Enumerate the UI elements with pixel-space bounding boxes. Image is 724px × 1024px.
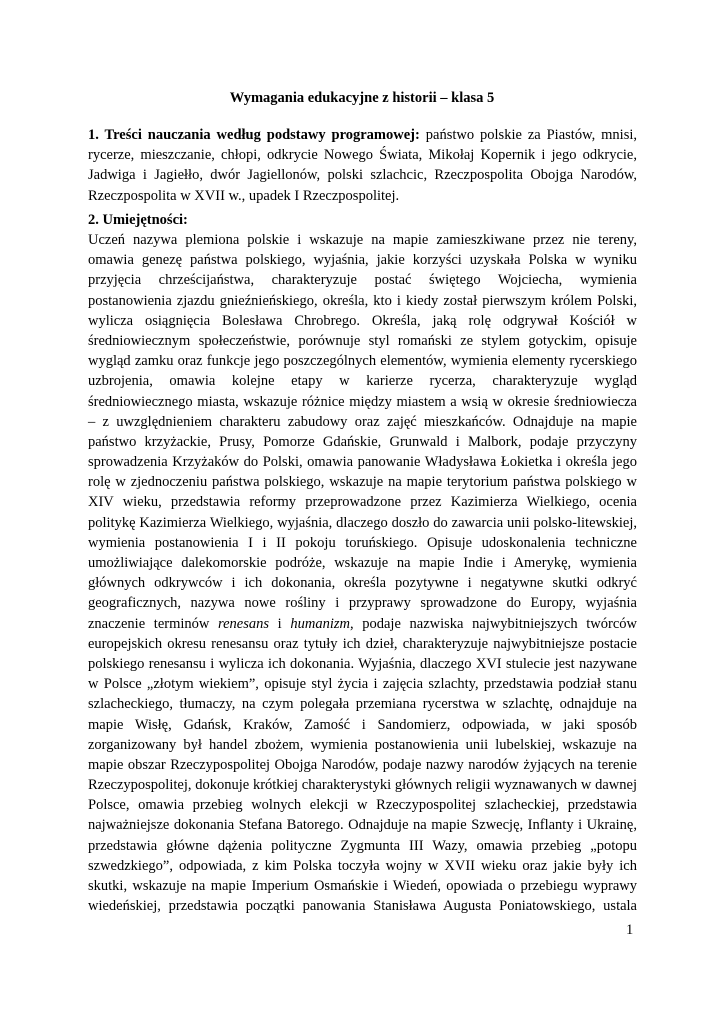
term-renesans: renesans (218, 615, 270, 632)
section-2-line: najważniejsze dokonania Stefana Batorego. Odnajduje na mapie Szwecję, Inflanty i Ukrainę, (88, 817, 637, 834)
section-2-line: wiedeńskiej, przedstawia początki panowania Stanisława Augusta Poniatowskiego, ustala (88, 898, 637, 915)
page-number: 1 (626, 922, 634, 938)
section-1-heading: 1. Treści nauczania według podstawy programowej: (88, 127, 420, 143)
section-2-line: postanowienia zjazdu gnieźnieńskiego, określa, kto i kiedy został pierwszym królem Polski, (88, 292, 637, 309)
section-2-line: mapie Wisłę, Gdańsk, Kraków, Zamość i Sandomierz, odpowiada, w jaki sposób (88, 716, 637, 733)
section-2-line: zorganizowany był handel zbożem, wymienia postanowienia unii lubelskiej, wskazuje na (88, 736, 637, 753)
section-2-line: umożliwiające dalekomorskie podróże, wskazuje na mapie Indie i Amerykę, wymienia (88, 555, 637, 571)
section-1-paragraph (88, 125, 637, 206)
terms-before: znaczenie terminów (88, 615, 218, 632)
term-humanizm: humanizm (290, 615, 350, 632)
section-2-heading: 2. Umiejętności: (88, 212, 188, 228)
section-2-line: średniowiecznym społeczeństwie, porównuje styl romański ze stylem gotyckim, opisuje (88, 332, 637, 349)
section-2-line: geograficznych, nazywa nowe rośliny i przyprawy sprowadzone do Europy, wyjaśnia (88, 595, 637, 612)
section-1-line-3: Jadwiga i Jagiełło, dwór Jagiellonów, polski szlachcic, Rzeczpospolita Obojga Narodów, (88, 167, 637, 184)
document-title: Wymagania edukacyjne z historii – klasa 5 (229, 90, 495, 106)
section-2-line: głównych odkrywców i ich dokonania, określa pozytywne i negatywne skutki odkryć (88, 575, 637, 592)
section-2-line: politykę Kazimierza Wielkiego, wyjaśnia, dlaczego doszło do zawarcia unii polsko-litewskiej, (88, 514, 637, 531)
section-2-line: polskiego renesansu i wylicza ich dokonania. Wyjaśnia, dlaczego XVI stulecie jest nazywane (88, 655, 637, 672)
terms-after: , podaje nazwiska najwybitniejszych twórców (349, 615, 638, 632)
section-2-line: uzbrojenia, omawia kolejne etapy w karierze rycerza, charakteryzuje wygląd (88, 373, 637, 390)
section-2-line: wylicza osiągnięcia Bolesława Chrobrego. Określa, jaką rolę odgrywał Kościół w (88, 312, 637, 329)
section-2-line: omawia genezę państwa polskiego, wyjaśnia, jakie korzyści uzyskała Polska w wyniku (88, 252, 637, 269)
section-1-line-1-text: państwo polskie za Piastów, mnisi, (419, 127, 637, 143)
section-2-line: w Polsce „złotym wiekiem”, opisuje styl życia i zajęcia szlachty, przedstawia podział stanu (88, 676, 637, 693)
section-2-line: wygląd zamku oraz funkcje jego poszczególnych elementów, wymienia elementy rycerskiego (88, 353, 637, 370)
section-2-line: szlacheckiego, tłumaczy, na czym polegała przemiana rycerstwa w szlachtę, odnajduje na (88, 696, 637, 713)
section-2-line: przyjęcia chrześcijaństwa, charakteryzuje postać świętego Wojciecha, wymienia (88, 272, 637, 289)
section-2-line: mapie obszar Rzeczypospolitej Obojga Narodów, podaje nazwy narodów żyjących na terenie (88, 756, 637, 773)
section-2-paragraph (88, 230, 637, 916)
section-2-line: – z uwzględnieniem charakteru zabudowy oraz zajęć mieszkańców. Odnajduje na mapie (88, 413, 637, 430)
section-2-line: rolę w zjednoczeniu państwa polskiego, wskazuje na mapie terytorium państwa polskiego w (88, 474, 637, 491)
section-1-line-4: Rzeczpospolita w XVII w., upadek I Rzeczpospolitej. (88, 187, 400, 204)
section-2-line: europejskich okresu renesansu oraz tytuły ich dzieł, charakteryzuje najwybitniejsze postacie (88, 635, 637, 652)
section-2-line: XIV wieku, przedstawia reformy przeprowadzone przez Kazimierza Wielkiego, ocenia (88, 494, 637, 511)
section-2-line: wymienia postanowienia I i II pokoju toruńskiego. Opisuje udoskonalenia techniczne (88, 534, 637, 551)
section-2-line: szwedzkiego”, odpowiada, z kim Polska toczyła wojny w XVII wieku oraz jakie były ich (88, 857, 637, 874)
section-2-line: sprowadzenia Krzyżaków do Polski, omawia panowanie Władysława Łokietka i określa jego (88, 454, 637, 471)
section-2-line-terms (88, 614, 637, 634)
terms-middle: i (269, 615, 291, 632)
section-2-line: skutki, wskazuje na mapie Imperium Osmańskie i Wiedeń, opowiada o przebiegu wyprawy (88, 878, 637, 894)
section-1-line-1 (88, 125, 637, 145)
section-2-line: Uczeń nazywa plemiona polskie i wskazuje na mapie zamieszkiwane przez nie tereny, (88, 232, 637, 248)
section-2-line: Polsce, omawia przebieg wolnych elekcji w Rzeczypospolitej szlacheckiej, przedstawia (88, 797, 637, 814)
section-2-line: Rzeczypospolitej, dokonuje krótkiej charakterystyki głównych religii wyznawanych w dawnej (88, 777, 637, 794)
section-2-line: przedstawia główne dążenia polityczne Zygmunta III Wazy, omawia przebieg „potopu (88, 837, 637, 854)
section-2-line: państwo krzyżackie, Prusy, Pomorze Gdańskie, Grunwald i Malbork, podaje przyczyny (88, 433, 637, 450)
section-1-line-2: rycerze, mieszczanie, chłopi, odkrycie Nowego Świata, Mikołaj Kopernik i jego odkrycie, (88, 147, 637, 164)
section-2-line: średniowiecznego miasta, wskazuje różnice między miastem a wsią w okresie średniowiecza (88, 393, 637, 410)
